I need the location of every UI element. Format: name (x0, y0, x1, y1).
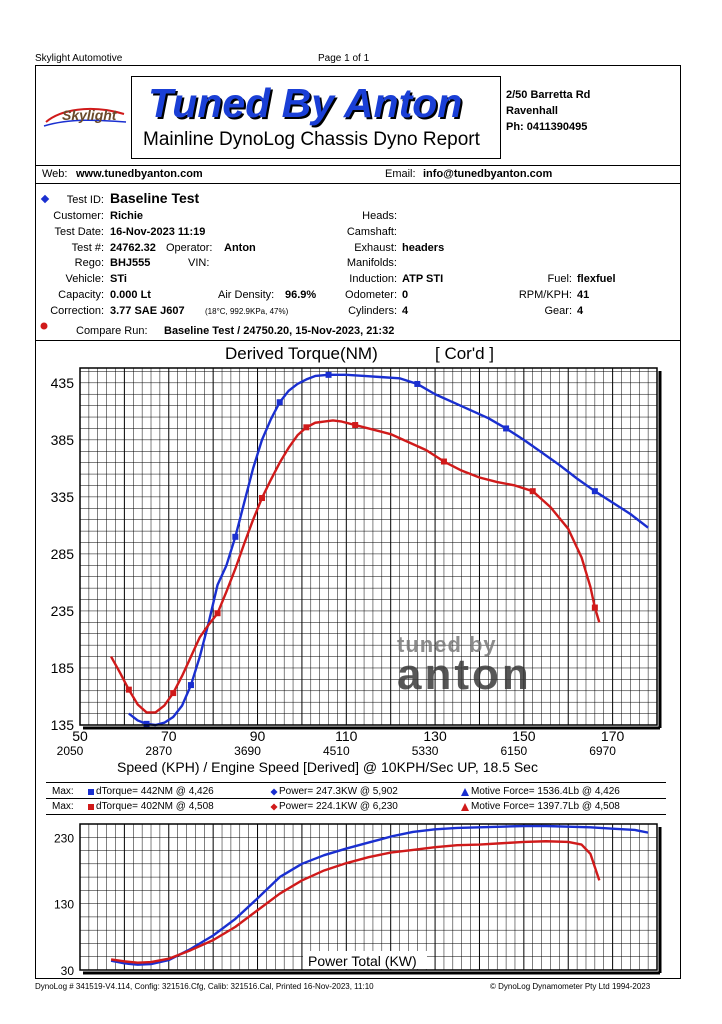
y-tick-label: 285 (50, 545, 74, 562)
blue-triangle-icon (460, 787, 470, 797)
power-chart (35, 816, 681, 978)
test-id: Baseline Test (110, 190, 200, 206)
torque-chart-note: [ Cor'd ] (435, 344, 494, 363)
capacity: 0.000 Lt (110, 289, 151, 301)
max-force-blue: Motive Force= 1536.4Lb @ 4,426 (471, 786, 620, 797)
series-marker-0 (326, 372, 332, 378)
blue-square-icon (86, 787, 96, 797)
max-power-blue: Power= 247.3KW @ 5,902 (279, 786, 398, 797)
test-number-label: Test #: (71, 242, 104, 254)
torque-x-axis-label: Speed (KPH) / Engine Speed [Derived] @ 10KPH/Sec UP, 18.5 Sec (117, 759, 538, 775)
rpm-tick-label: 2050 (56, 744, 84, 758)
web-label: Web: (42, 168, 68, 180)
x-tick-label: 130 (423, 728, 447, 744)
y-tick-label: 185 (50, 659, 74, 676)
gear-label: Gear: (544, 305, 572, 317)
max-label-1: Max: (52, 786, 74, 797)
red-square-icon (86, 802, 96, 812)
series-marker-1 (530, 488, 536, 494)
series-line-0 (129, 375, 648, 725)
rpm-tick-label: 6970 (589, 744, 616, 758)
phone: Ph: 0411390495 (506, 121, 588, 133)
footer-info: DynoLog # 341519-V4.114, Config: 321516.Cfg, Calib: 321516.Cal, Printed 16-Nov-2023, 11:10 (35, 982, 374, 991)
torque-chart-title: Derived Torque(NM) (225, 344, 378, 363)
y-tick-label: 135 (50, 717, 74, 733)
torque-chart (35, 341, 681, 781)
exhaust: headers (402, 242, 445, 254)
max-power-red: Power= 224.1KW @ 6,230 (279, 801, 398, 812)
series-marker-1 (303, 424, 309, 430)
svg-text:tuned by: tuned by (397, 632, 497, 657)
gear: 4 (577, 305, 584, 317)
fuel: flexfuel (577, 273, 616, 285)
x-tick-label: 150 (512, 728, 536, 744)
footer-copyright: © DynoLog Dynamometer Pty Ltd 1994-2023 (490, 982, 651, 991)
correction-label: Correction: (50, 305, 104, 317)
series-marker-0 (144, 721, 150, 727)
exhaust-label: Exhaust: (354, 242, 397, 254)
heads-label: Heads: (362, 210, 397, 222)
y-tick-label: 435 (50, 374, 74, 391)
y-tick-label: 385 (50, 431, 74, 448)
blue-diamond-icon (269, 787, 279, 797)
report-subtitle: Mainline DynoLog Chassis Dyno Report (143, 129, 480, 150)
cylinders: 4 (402, 305, 409, 317)
address-line2: Ravenhall (506, 105, 558, 117)
customer: Richie (110, 210, 144, 222)
rpm-kph: 41 (577, 289, 590, 301)
y-tick-label: 230 (53, 831, 74, 846)
max-label-2: Max: (52, 801, 74, 812)
max-torque-red: dTorque= 402NM @ 4,508 (96, 801, 214, 812)
page-number: Page 1 of 1 (318, 53, 370, 64)
logo-divider (131, 76, 132, 158)
email-address[interactable]: info@tunedbyanton.com (423, 168, 553, 180)
web-url[interactable]: www.tunedbyanton.com (76, 168, 203, 180)
watermark-logo (397, 632, 532, 699)
vehicle: STi (110, 273, 127, 285)
fuel-label: Fuel: (547, 273, 572, 285)
red-triangle-icon (460, 802, 470, 812)
series-marker-1 (259, 495, 265, 501)
camshaft-label: Camshaft: (346, 226, 397, 238)
series-marker-0 (592, 488, 598, 494)
svg-text:anton: anton (397, 650, 532, 699)
induction-label: Induction: (349, 273, 397, 285)
series-line-0 (111, 826, 648, 965)
x-tick-label: 90 (249, 728, 266, 744)
series-marker-1 (592, 605, 598, 611)
power-chart-title: Power Total (KW) (308, 953, 417, 969)
test-number: 24762.32 (110, 242, 156, 254)
air-density-label: Air Density: (218, 289, 275, 301)
series-marker-1 (170, 690, 176, 696)
x-tick-label: 170 (600, 728, 625, 744)
skylight-logo (40, 100, 128, 134)
compare-run-label: Compare Run: (76, 325, 148, 337)
series-marker-0 (503, 425, 509, 431)
x-tick-label: 50 (72, 728, 88, 744)
red-run-icon (39, 321, 49, 331)
manifolds-label: Manifolds: (346, 257, 397, 269)
series-marker-1 (215, 610, 221, 616)
rpm-tick-label: 4510 (322, 744, 350, 758)
series-marker-1 (126, 687, 132, 693)
vin-label: VIN: (188, 257, 210, 269)
induction: ATP STI (402, 273, 444, 285)
y-tick-label: 235 (50, 602, 74, 619)
customer-label: Customer: (53, 210, 104, 222)
plot-border (80, 368, 657, 725)
rpm-tick-label: 5330 (411, 744, 439, 758)
test-date-label: Test Date: (54, 226, 104, 238)
operator-label: Operator: (166, 242, 213, 254)
series-marker-0 (277, 399, 283, 405)
series-marker-0 (414, 381, 420, 387)
conditions: (18°C, 992.9KPa, 47%) (205, 307, 289, 316)
red-diamond-icon (269, 802, 279, 812)
operator: Anton (224, 242, 256, 254)
compare-run: Baseline Test / 24750.20, 15-Nov-2023, 21:32 (164, 325, 395, 337)
rpm-tick-label: 6150 (500, 744, 528, 758)
series-marker-0 (232, 534, 238, 540)
svg-text:Skylight: Skylight (62, 107, 117, 123)
rego-label: Rego: (74, 257, 104, 269)
air-density: 96.9% (285, 289, 317, 301)
max-force-red: Motive Force= 1397.7Lb @ 4,508 (471, 801, 620, 812)
x-tick-label: 110 (335, 728, 358, 744)
y-tick-label: 335 (50, 488, 74, 505)
series-marker-0 (188, 682, 194, 688)
test-id-label: Test ID: (66, 194, 104, 206)
rpm-tick-label: 2870 (145, 744, 173, 758)
vehicle-label: Vehicle: (65, 273, 104, 285)
rpm-kph-label: RPM/KPH: (518, 289, 572, 301)
capacity-label: Capacity: (58, 289, 104, 301)
email-label: Email: (385, 168, 416, 180)
test-date: 16-Nov-2023 11:19 (110, 226, 206, 238)
address-line1: 2/50 Barretta Rd (506, 89, 591, 101)
report-title: Tuned By Anton (148, 80, 463, 126)
odometer: 0 (402, 289, 409, 301)
y-tick-label: 130 (53, 897, 74, 912)
series-marker-1 (352, 422, 358, 428)
y-tick-label: 30 (60, 964, 74, 978)
correction: 3.77 SAE J607 (110, 305, 185, 317)
company-name: Skylight Automotive (35, 53, 123, 64)
x-tick-label: 70 (160, 728, 177, 744)
cylinders-label: Cylinders: (348, 305, 397, 317)
series-marker-1 (441, 459, 447, 465)
max-torque-blue: dTorque= 442NM @ 4,426 (96, 786, 214, 797)
rpm-tick-label: 3690 (234, 744, 261, 758)
plot-border (80, 824, 657, 970)
odometer-label: Odometer: (345, 289, 397, 301)
address-divider (500, 76, 501, 158)
rego: BHJ555 (110, 257, 151, 269)
